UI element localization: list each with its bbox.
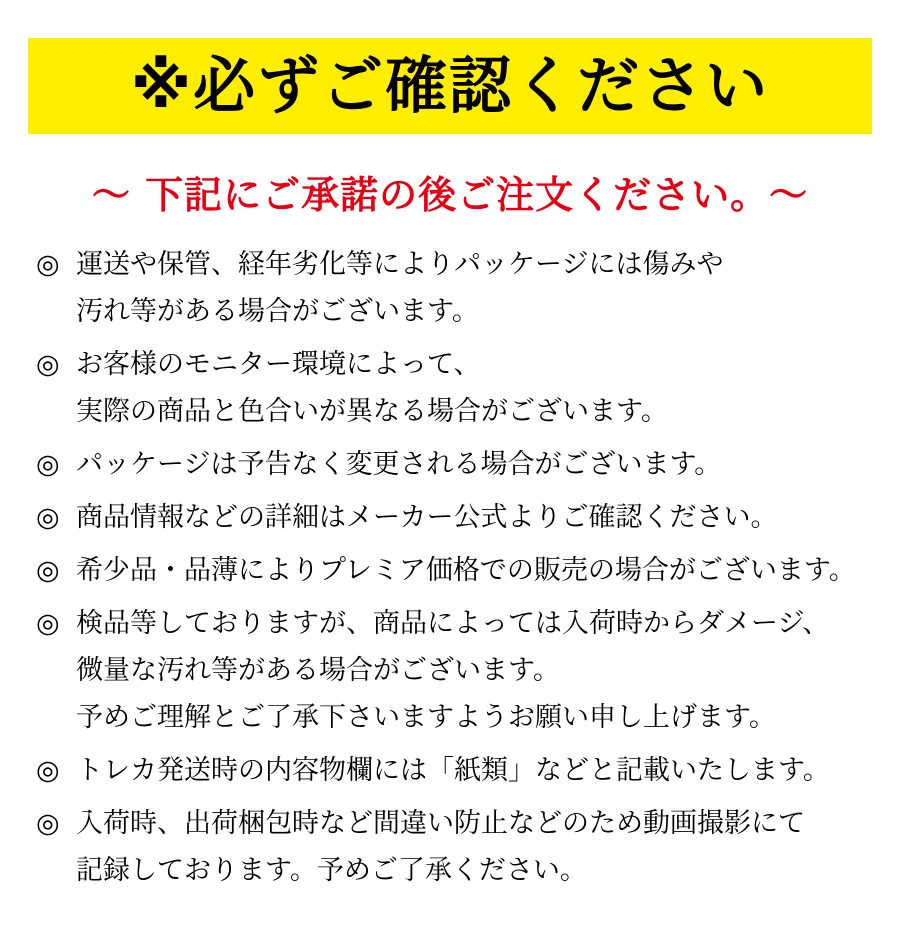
notice-line: トレカ発送時の内容物欄には「紙類」などと記載いたします。 bbox=[76, 755, 830, 786]
double-circle-bullet-icon: ◎ bbox=[36, 808, 60, 839]
double-circle-bullet-icon: ◎ bbox=[36, 755, 60, 786]
notice-line: 検品等しておりますが、商品によっては入荷時からダメージ、 bbox=[76, 608, 830, 639]
notice-line: 汚れ等がある場合がございます。 bbox=[76, 296, 479, 327]
subtitle: 〜 下記にご承諾の後ご注文ください。〜 bbox=[91, 173, 809, 217]
notice-text bbox=[76, 600, 870, 741]
notice-line: 実際の商品と色合いが異なる場合がございます。 bbox=[76, 396, 668, 427]
banner-title: ※必ずご確認ください bbox=[130, 49, 770, 122]
notice-item bbox=[36, 494, 870, 541]
notice-list bbox=[0, 241, 900, 894]
notice-text bbox=[76, 747, 870, 794]
notice-item bbox=[36, 600, 870, 741]
banner bbox=[28, 38, 872, 134]
double-circle-bullet-icon: ◎ bbox=[36, 608, 60, 639]
double-circle-bullet-icon: ◎ bbox=[36, 449, 60, 480]
notice-text bbox=[76, 341, 870, 435]
double-circle-bullet-icon: ◎ bbox=[36, 349, 60, 380]
notice-line: 微量な汚れ等がある場合がございます。 bbox=[76, 655, 560, 686]
notice-item bbox=[36, 241, 870, 335]
notice-line: パッケージは予告なく変更される場合がございます。 bbox=[76, 449, 722, 480]
notice-text bbox=[76, 547, 870, 594]
notice-item bbox=[36, 341, 870, 435]
notice-line: 運送や保管、経年劣化等によりパッケージには傷みや bbox=[76, 249, 724, 280]
notice-text bbox=[76, 241, 870, 335]
notice-item bbox=[36, 547, 870, 594]
notice-item bbox=[36, 747, 870, 794]
notice-item bbox=[36, 441, 870, 488]
notice-text bbox=[76, 441, 870, 488]
notice-item bbox=[36, 800, 870, 894]
notice-line: 入荷時、出荷梱包時など間違い防止などのため動画撮影にて bbox=[76, 808, 805, 839]
notice-text bbox=[76, 494, 870, 541]
notice-line: お客様のモニター環境によって、 bbox=[76, 349, 481, 380]
notice-line: 予めご理解とご了承下さいますようお願い申し上げます。 bbox=[76, 702, 776, 733]
double-circle-bullet-icon: ◎ bbox=[36, 249, 60, 280]
double-circle-bullet-icon: ◎ bbox=[36, 502, 60, 533]
notice-line: 記録しております。予めご了承ください。 bbox=[76, 855, 587, 886]
notice-line: 商品情報などの詳細はメーカー公式よりご確認ください。 bbox=[76, 502, 778, 533]
double-circle-bullet-icon: ◎ bbox=[36, 555, 60, 586]
notice-text bbox=[76, 800, 870, 894]
notice-page bbox=[0, 38, 900, 938]
notice-line: 希少品・品薄によりプレミア価格での販売の場合がございます。 bbox=[76, 555, 856, 586]
